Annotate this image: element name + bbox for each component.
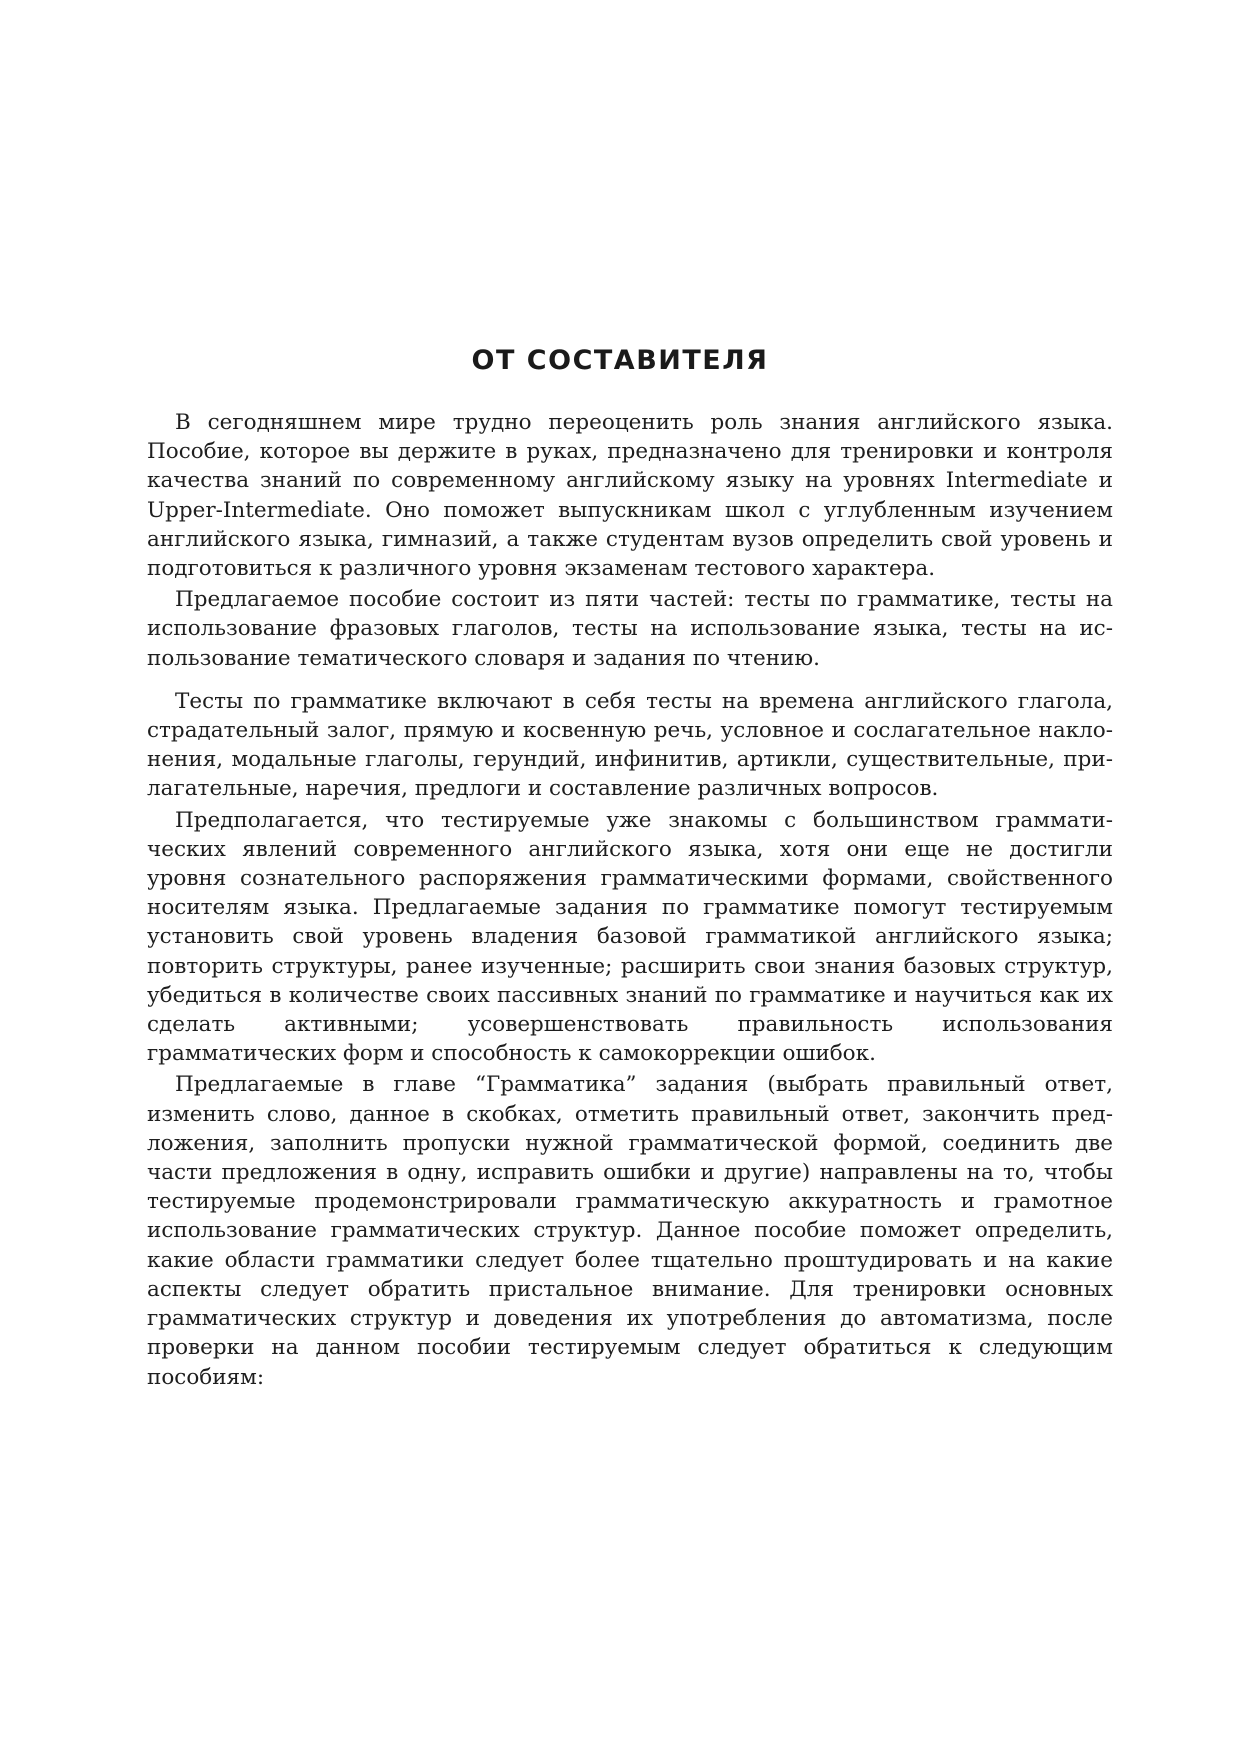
- page-title: ОТ СОСТАВИТЕЛЯ: [471, 345, 769, 376]
- paragraph-grammar-tests: Тесты по грамматике включают в себя тесты на времена английского глагола, страдательный залог, прямую и косвенную речь, условное и сослагательное наклонения, модальные глаголы, герундий, инфинитив, артикли, существительные, прилагательные, наречия, предлоги и составление различных вопросов.: [147, 688, 1113, 802]
- paragraph-structure: Предлагаемое пособие состоит из пяти частей: тесты по грамматике, тесты на использование фразовых глаголов, тесты на использование языка, тесты на использование тематического словаря и задания по чтению.: [147, 587, 1113, 671]
- paragraph-assumptions: Предполагается, что тестируемые уже знакомы с большинством грамматических явлений современного английского языка, хотя они еще не достигли уровня сознательного распоряжения грамматическими формами, свойственного носителям языка. Предлагаемые задания по грамматике помогут тестируемым установить свой уровень владения базовой грамматикой английского языка; повторить структуры, ранее изученные; расширить свои знания базовых структур, убедиться в количестве своих пассивных знаний по грамматике и научиться как их сделать активными; усовершенствовать правильность использования грамматических форм и способность к самокоррекции ошибок.: [147, 807, 1113, 1067]
- paragraph-tasks: Предлагаемые в главе “Грамматика” задания (выбрать правильный ответ, изменить слово, данное в скобках, отметить правильный ответ, закончить предложения, заполнить пропуски нужной грамматической формой, соединить две части предложения в одну, исправить ошибки и другие) направлены на то, чтобы тестируемые продемонстрировали грамматическую аккуратность и грамотное использование грамматических структур. Данное пособие поможет определить, какие области грамматики следует более тщательно проштудировать и на какие аспекты следует обратить пристальное внимание. Для тренировки основных грамматических структур и доведения их употребления до автоматизма, после проверки на данном пособии тестируемым следует обратиться к следующим пособиям:: [147, 1072, 1113, 1390]
- body-text: [147, 408, 1113, 1394]
- paragraph-intro: В сегодняшнем мире трудно переоценить роль знания английского языка. Пособие, которое вы держите в руках, предназначено для тренировки и контроля качества знаний по современному английскому языку на уровнях Intermediate и Upper-Intermediate. Оно поможет выпускникам школ с углубленным изучением английского языка, гимназий, а также студентам вузов определить свой уровень и подготовиться к различного уровня экзаменам тестового характера.: [147, 410, 1113, 582]
